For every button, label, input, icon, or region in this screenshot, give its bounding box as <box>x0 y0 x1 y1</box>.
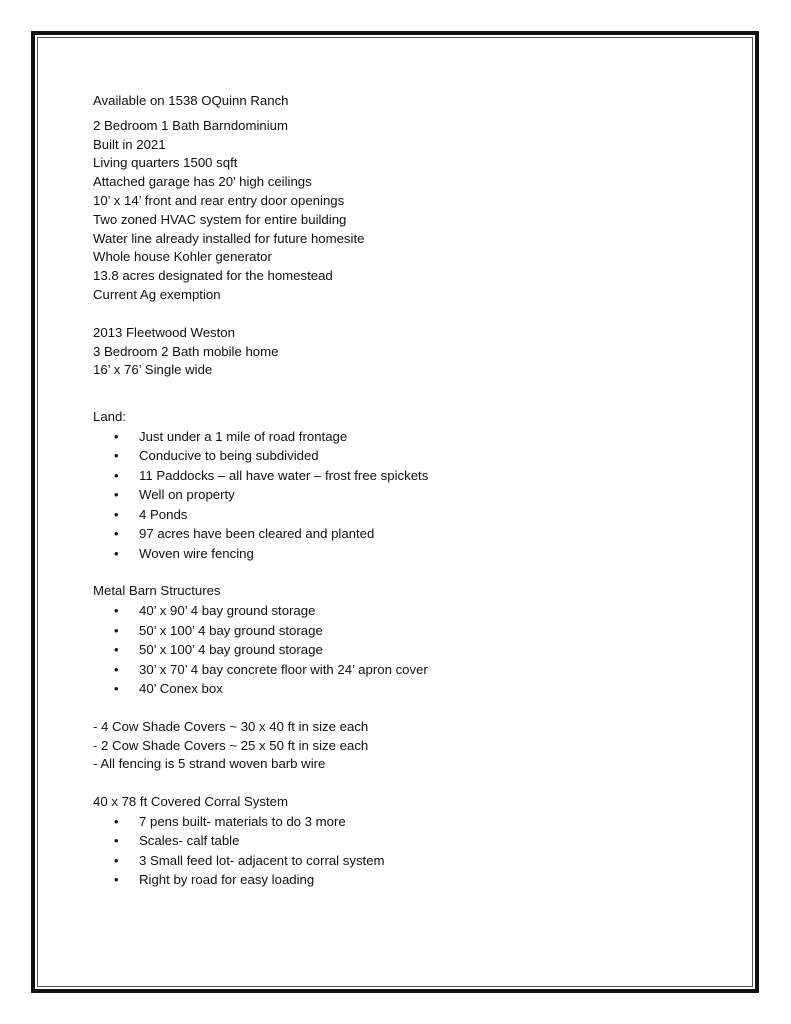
bullet-icon: • <box>114 428 119 444</box>
barndo-line: 13.8 acres designated for the homestead <box>93 268 333 284</box>
land-heading: Land: <box>93 409 127 425</box>
list-item: • Conducive to being subdivided <box>93 446 713 466</box>
mobile-home-line: 16’ x 76’ Single wide <box>93 362 213 378</box>
barndominium-section <box>93 117 713 305</box>
bullet-icon: • <box>114 448 119 464</box>
bullet-icon: • <box>114 681 119 697</box>
list-item: • Scales- calf table <box>93 831 713 851</box>
list-item: • 40’ x 90’ 4 bay ground storage <box>93 601 713 621</box>
bullet-icon: • <box>114 487 119 503</box>
barndo-line: Whole house Kohler generator <box>93 249 272 265</box>
bullet-icon: • <box>114 872 119 888</box>
barns-heading: Metal Barn Structures <box>93 583 221 599</box>
bullet-icon: • <box>114 603 119 619</box>
extras-line: - All fencing is 5 strand woven barb wire <box>93 756 326 772</box>
land-list <box>93 427 713 564</box>
land-section <box>93 408 713 563</box>
list-item: • 97 acres have been cleared and planted <box>93 524 713 544</box>
bullet-icon: • <box>114 467 119 483</box>
barndo-line: Water line already installed for future homesite <box>93 230 365 246</box>
bullet-icon: • <box>114 661 119 677</box>
corral-list <box>93 812 713 890</box>
corral-heading: 40 x 78 ft Covered Corral System <box>93 794 288 810</box>
barndo-line: Two zoned HVAC system for entire building <box>93 211 347 227</box>
extras-line: - 4 Cow Shade Covers ~ 30 x 40 ft in size each <box>93 718 369 734</box>
list-item: • 50’ x 100’ 4 bay ground storage <box>93 621 713 641</box>
barndo-line: Attached garage has 20’ high ceilings <box>93 174 312 190</box>
list-item: • Just under a 1 mile of road frontage <box>93 427 713 447</box>
bullet-icon: • <box>114 545 119 561</box>
extras-line: - 2 Cow Shade Covers ~ 25 x 50 ft in size each <box>93 737 369 753</box>
bullet-icon: • <box>114 642 119 658</box>
barns-section <box>93 582 713 698</box>
document-title: Available on 1538 OQuinn Ranch <box>93 93 289 108</box>
bullet-icon: • <box>114 813 119 829</box>
bullet-icon: • <box>114 506 119 522</box>
mobile-home-section <box>93 324 713 380</box>
list-item: • Right by road for easy loading <box>93 870 713 890</box>
list-item: • 11 Paddocks – all have water – frost free spickets <box>93 466 713 486</box>
bullet-icon: • <box>114 852 119 868</box>
list-item: • 4 Ponds <box>93 505 713 525</box>
list-item: • 30’ x 70’ 4 bay concrete floor with 24’ apron cover <box>93 660 713 680</box>
list-item: • 50’ x 100’ 4 bay ground storage <box>93 640 713 660</box>
mobile-home-line: 3 Bedroom 2 Bath mobile home <box>93 343 279 359</box>
list-item: • 3 Small feed lot- adjacent to corral system <box>93 851 713 871</box>
corral-section <box>93 793 713 890</box>
document-body <box>93 92 713 890</box>
list-item: • 40’ Conex box <box>93 679 713 699</box>
barndo-line: Living quarters 1500 sqft <box>93 155 238 171</box>
list-item: • Well on property <box>93 485 713 505</box>
list-item: • Woven wire fencing <box>93 544 713 564</box>
bullet-icon: • <box>114 526 119 542</box>
barndo-line: 2 Bedroom 1 Bath Barndominium <box>93 117 288 133</box>
barndo-line: Current Ag exemption <box>93 286 221 302</box>
list-item: • 7 pens built- materials to do 3 more <box>93 812 713 832</box>
barndo-line: Built in 2021 <box>93 136 166 152</box>
extras-section <box>93 718 713 774</box>
barns-list <box>93 601 713 699</box>
bullet-icon: • <box>114 833 119 849</box>
bullet-icon: • <box>114 622 119 638</box>
barndo-line: 10’ x 14’ front and rear entry door openings <box>93 192 345 208</box>
mobile-home-line: 2013 Fleetwood Weston <box>93 324 235 340</box>
